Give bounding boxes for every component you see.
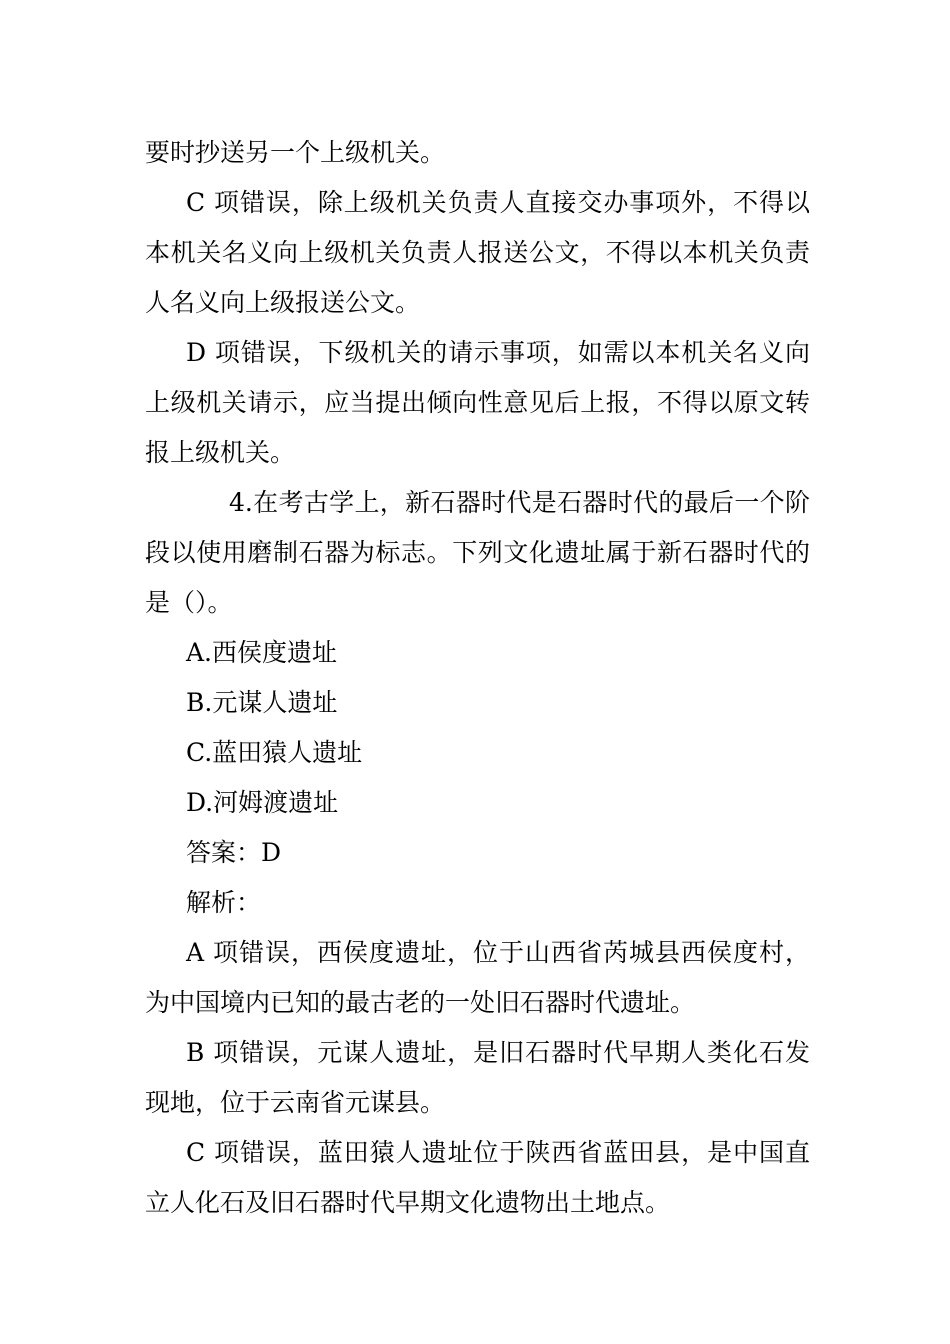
question-4-stem: 4.在考古学上，新石器时代是石器时代的最后一个阶段以使用磨制石器为标志。下列文化遗址属于新石器时代的是（）。 bbox=[145, 488, 810, 617]
choice-a: A.西侯度遗址 bbox=[186, 638, 338, 667]
paragraph-continuation: 要时抄送另一个上级机关。 bbox=[145, 138, 446, 167]
analysis-c: C 项错误，蓝田猿人遗址位于陕西省蓝田县，是中国直立人化石及旧石器时代早期文化遗物出土地点。 bbox=[145, 1138, 810, 1217]
analysis-heading: 解析： bbox=[186, 888, 262, 917]
document-body bbox=[145, 128, 810, 1228]
analysis-b: B 项错误，元谋人遗址，是旧石器时代早期人类化石发现地，位于云南省元谋县。 bbox=[145, 1038, 810, 1117]
paragraph-option-c-explanation: C 项错误，除上级机关负责人直接交办事项外，不得以本机关名义向上级机关负责人报送公文，不得以本机关负责人名义向上级报送公文。 bbox=[145, 188, 810, 317]
answer-line: 答案：D bbox=[186, 838, 282, 867]
paragraph-option-d-explanation: D 项错误，下级机关的请示事项，如需以本机关名义向上级机关请示，应当提出倾向性意见后上报，不得以原文转报上级机关。 bbox=[145, 338, 810, 467]
choice-b: B.元谋人遗址 bbox=[186, 688, 338, 717]
choice-c: C.蓝田猿人遗址 bbox=[186, 738, 363, 767]
choice-d: D.河姆渡遗址 bbox=[186, 788, 339, 817]
analysis-a: A 项错误，西侯度遗址，位于山西省芮城县西侯度村，为中国境内已知的最古老的一处旧石器时代遗址。 bbox=[145, 938, 810, 1017]
